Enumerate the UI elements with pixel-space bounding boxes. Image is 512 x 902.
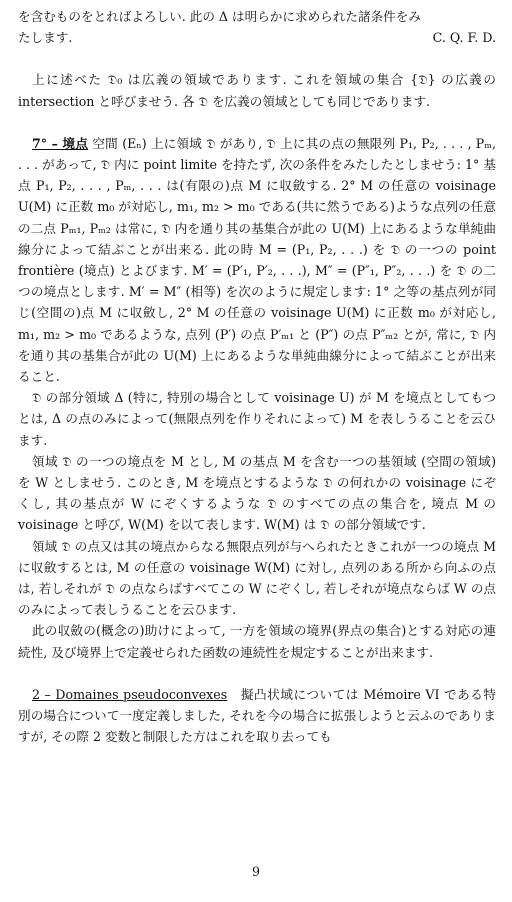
paragraph-subdomain: 𝔇 の部分領域 Δ (特に, 特別の場合として voisinage U) が M を境点としてもつとは, Δ の点のみによって(無限点列を作りそれによって) M を表しうることを云ひます. [18,390,496,448]
paragraph-continued-end: たします. [18,30,73,46]
section-2-paragraph [18,684,496,748]
paragraph-continued: を含むものをとればよろしい. 此の Δ は明らかに求められた諸条件をみ [18,9,421,24]
page-number: 9 [251,864,260,879]
paper-page [18,6,496,748]
paragraph-convergence: 領域 𝔇 の点又は其の境点からなる無限点列が与へられたときこれが一つの境点 M に収斂するとは, M の任意の voisinage W(M) に対し, 点列のある所から向ふの点は, 若しそれが 𝔇 の点ならばすべてこの W にぞくし, 若しそれが境点ならば W の点のみによって表しうることを云ひます. [18,538,497,618]
qed-mark: C. Q. F. D. [432,30,496,46]
paragraph-intersection: 上に述べた 𝔇₀ は広義の領域であります. これを領域の集合 {𝔇} の広義の intersection と呼びませう. 各 𝔇 を広義の領域としても同じであります. [18,72,496,109]
qed-line [18,27,496,48]
section-7-text: 空間 (Eₙ) 上に領域 𝔇 があり, 𝔇 上に其の点の無限列 P₁, P₂, . . . , Pₘ, . . . があって, 𝔇 内に point limite を持たず, 次の条件をみたしたとしませう: 1° 基点 P₁, P₂, . . . , Pₘ, . . . は(有限の)点 M に収斂する. 2° M の任意の voisinage U(M) に正数 m₀ が対応し, m₁, m₂ > m₀ である(共に然うである)ような点列の任意の二点 Pₘ₁, Pₘ₂ は常に, 𝔇 内を通り其の基集合が此の U(M) 上にあるような単純曲線分によって結ぶことが出来る. 此の時 M = (P₁, P₂, . . .) を 𝔇 の一つの point frontière (境点) とよびます. M′ = (P′₁, P′₂, . . .), M″ = (P″₁, P″₂, . . .) を 𝔇 の二つの境点とします. M′ = M″ (相等) を次のように規定します: 1° 之等の基点列が同じ(空間の)点 M に収斂し, 2° M の任意の voisinage U(M) に正数 m₀ が対応し, m₁, m₂ > m₀ であるような, 点列 (P′) の点 P′ₘ₁ と (P″) の点 P″ₘ₂ とが, 常に, 𝔇 内を通り其の基集合が此の U(M) 上にあるような単純曲線分によって結ぶことが出来ること. [18,135,496,385]
section-7-paragraph [18,133,496,387]
paragraph-continuity: 此の収斂の(概念の)助けによって, 一方を領域の境界(界点の集合)とする対応の連続性, 及び境界上で定義せられた函数の連続性を規定することが出来ます. [18,623,496,660]
section-7-heading: 7° – 境点 [32,135,89,151]
section-2-heading: 2 – Domaines pseudoconvexes [32,686,228,702]
section-2-text: 擬凸状域については Mémoire VI である特別の場合について一度定義しました, それを今の場合に拡張しようと云ふのでありますが, その際 2 変数と制限した方はこれを取り去っても [18,686,497,745]
paragraph-voisinage: 領域 𝔇 の一つの境点を M とし, M の基点 M を含む一つの基領域 (空間の領域) を W としませう. このとき, M を境点とするような 𝔇 の何れかの voisinage にぞくし, 其の基点が W にぞくするような 𝔇 のすべての点の集合を, 境点 M の voisinage と呼び, W(M) を以て表します. W(M) は 𝔇 の部分領域です. [18,453,496,533]
